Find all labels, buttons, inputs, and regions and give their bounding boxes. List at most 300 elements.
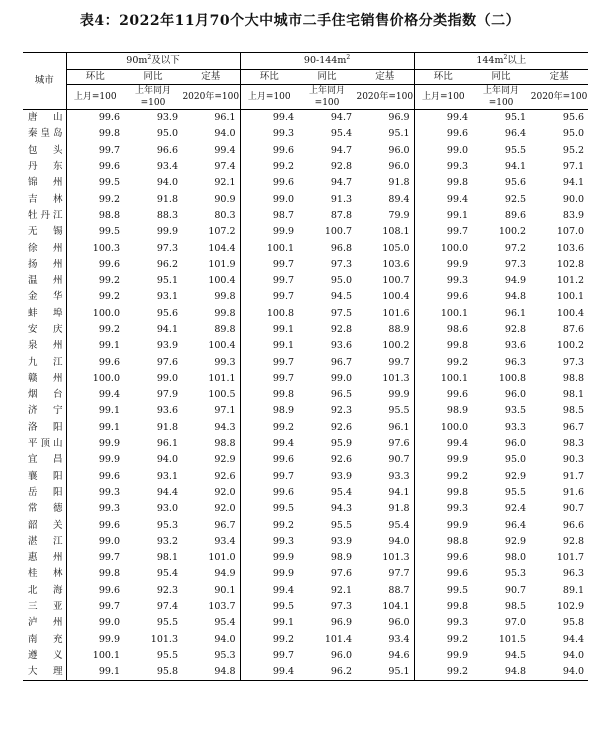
index-value-medium-yoy: 92.3 [330, 405, 353, 417]
city-name: 济宁 [28, 405, 63, 417]
index-value-medium-base2020: 104.1 [382, 601, 410, 613]
city-name: 赣州 [28, 372, 63, 384]
index-value-small-yoy: 95.1 [156, 275, 178, 287]
index-value-small-base2020: 98.8 [214, 438, 236, 450]
table-row [23, 208, 588, 224]
index-value-small-mom: 99.9 [66, 632, 124, 648]
index-value-large-base2020: 94.1 [562, 177, 585, 189]
index-value-medium-yoy: 99.0 [330, 372, 353, 384]
index-value-medium-base2020: 101.6 [382, 307, 410, 319]
index-value-small-mom: 99.2 [66, 191, 124, 207]
index-value-medium-yoy: 96.9 [330, 617, 353, 629]
city-name: 三亚 [28, 601, 63, 613]
col-label-medium-yoy: 同比 [298, 70, 356, 85]
index-value-small-base2020: 94.3 [214, 421, 236, 433]
index-value-large-mom: 99.9 [414, 452, 472, 468]
index-value-large-mom: 98.6 [414, 322, 472, 338]
index-value-large-base2020: 103.6 [556, 242, 585, 254]
index-value-medium-base2020: 105.0 [382, 242, 410, 254]
table-row [23, 403, 588, 419]
index-value-small-base2020: 97.1 [214, 405, 236, 417]
city-name: 九江 [28, 356, 63, 368]
index-value-small-yoy: 94.0 [156, 454, 178, 466]
index-value-medium-yoy: 94.7 [330, 112, 353, 124]
city-name: 湛江 [28, 535, 63, 547]
index-value-medium-mom: 100.8 [240, 306, 298, 322]
index-value-large-yoy: 95.5 [504, 144, 527, 156]
index-value-small-mom: 99.8 [66, 566, 124, 582]
city-name: 大理 [23, 664, 66, 681]
index-value-small-yoy: 95.5 [156, 617, 178, 629]
index-value-small-yoy: 99.0 [156, 372, 178, 384]
index-value-small-yoy: 88.3 [156, 209, 178, 221]
index-value-small-mom: 99.1 [66, 420, 124, 436]
index-value-large-mom: 100.0 [414, 240, 472, 256]
index-value-small-base2020: 97.4 [214, 161, 236, 173]
index-value-large-yoy: 94.9 [504, 275, 527, 287]
index-value-small-base2020: 94.8 [182, 664, 240, 681]
index-value-medium-yoy: 95.4 [330, 128, 353, 140]
index-value-small-yoy: 97.9 [156, 389, 178, 401]
city-name: 唐山 [28, 112, 63, 124]
col-label-medium-mom: 环比 [240, 70, 298, 85]
index-value-small-base2020: 95.3 [214, 649, 236, 661]
index-value-large-mom: 99.2 [414, 469, 472, 485]
index-value-small-base2020: 92.9 [214, 454, 236, 466]
table-row [23, 387, 588, 403]
index-value-small-yoy: 93.9 [156, 340, 178, 352]
city-name: 烟台 [28, 389, 63, 401]
base-label-medium-yoy: 上年同月=100 [298, 85, 356, 110]
index-value-large-base2020: 90.0 [562, 193, 585, 205]
city-name: 惠州 [28, 552, 63, 564]
index-value-medium-mom: 99.0 [240, 191, 298, 207]
index-value-small-base2020: 100.4 [208, 275, 236, 287]
city-name: 北海 [28, 584, 63, 596]
index-value-large-yoy: 93.6 [504, 340, 527, 352]
index-value-large-base2020: 97.1 [562, 161, 585, 173]
base-label-small-mom: 上月=100 [66, 85, 124, 110]
city-name: 吉林 [28, 193, 63, 205]
index-value-small-mom: 99.1 [66, 664, 124, 681]
index-value-large-mom: 99.3 [414, 273, 472, 289]
index-value-medium-mom: 99.6 [240, 143, 298, 159]
group-header-large: $144m^2$以上 [414, 53, 588, 70]
index-value-small-mom: 99.6 [66, 257, 124, 273]
index-value-medium-yoy: 93.9 [330, 470, 353, 482]
group-header-small: $90m^2$及以下 [66, 53, 240, 70]
table-row [23, 550, 588, 566]
index-value-small-mom: 98.8 [66, 208, 124, 224]
index-value-large-mom: 99.2 [414, 664, 472, 681]
index-value-medium-mom: 99.4 [240, 583, 298, 599]
index-value-large-yoy: 97.0 [504, 617, 527, 629]
index-value-large-mom: 98.8 [414, 534, 472, 550]
index-value-large-yoy: 97.3 [504, 258, 527, 270]
index-value-medium-mom: 99.7 [240, 371, 298, 387]
index-value-large-yoy: 92.8 [504, 324, 527, 335]
index-value-large-base2020: 101.7 [556, 552, 585, 564]
city-name: 牡丹江 [28, 209, 63, 221]
city-name: 丹东 [28, 161, 63, 173]
index-value-large-base2020: 96.3 [562, 568, 585, 580]
table-title: 表4：2022年11月70个大中城市二手住宅销售价格分类指数（二） [79, 13, 521, 29]
index-value-small-mom: 99.7 [66, 550, 124, 566]
index-value-medium-mom: 100.1 [240, 240, 298, 256]
index-value-small-mom: 99.6 [66, 517, 124, 533]
table-row [23, 648, 588, 664]
table-row [23, 615, 588, 631]
index-value-medium-mom: 99.7 [240, 469, 298, 485]
index-value-small-yoy: 94.0 [156, 177, 178, 189]
index-value-medium-yoy: 92.6 [330, 421, 353, 433]
index-value-large-mom: 99.8 [414, 338, 472, 354]
index-value-medium-base2020: 97.7 [388, 568, 410, 580]
index-value-medium-yoy: 94.7 [330, 144, 353, 156]
index-value-small-base2020: 80.3 [214, 209, 236, 221]
index-value-small-base2020: 95.4 [214, 617, 236, 629]
index-value-small-base2020: 93.4 [214, 535, 236, 547]
table-row [23, 289, 588, 305]
index-value-small-base2020: 94.0 [214, 633, 236, 645]
index-value-medium-yoy: 95.4 [330, 486, 353, 498]
index-value-large-base2020: 91.6 [562, 486, 585, 498]
index-value-small-base2020: 101.1 [208, 372, 236, 384]
index-value-small-mom: 99.5 [66, 175, 124, 191]
index-value-large-base2020: 94.0 [530, 664, 588, 681]
index-value-large-base2020: 101.2 [556, 275, 585, 287]
table-row [23, 224, 588, 240]
index-value-large-yoy: 96.3 [504, 356, 527, 368]
index-value-small-mom: 99.7 [66, 143, 124, 159]
index-value-large-yoy: 90.7 [504, 584, 527, 596]
table-row [23, 322, 588, 338]
col-label-medium-base2020: 定基 [356, 70, 414, 85]
table-row [23, 240, 588, 256]
index-value-large-yoy: 96.4 [504, 519, 527, 531]
index-value-small-mom: 99.9 [66, 452, 124, 468]
index-value-medium-base2020: 101.3 [382, 372, 410, 384]
index-value-medium-mom: 99.4 [240, 664, 298, 681]
index-value-medium-base2020: 95.4 [388, 519, 410, 531]
index-value-small-mom: 99.6 [66, 110, 124, 127]
index-value-medium-yoy: 92.8 [330, 161, 353, 173]
index-value-small-yoy: 96.2 [156, 258, 178, 270]
index-value-small-yoy: 93.9 [156, 112, 178, 124]
index-value-small-yoy: 93.1 [156, 470, 178, 482]
index-value-medium-base2020: 94.0 [388, 535, 410, 547]
index-value-medium-yoy: 95.5 [330, 519, 353, 531]
index-value-large-mom: 100.1 [414, 371, 472, 387]
index-value-medium-base2020: 91.8 [388, 177, 410, 189]
index-value-small-mom: 99.6 [66, 354, 124, 370]
city-name: 无锡 [28, 226, 63, 238]
index-value-large-yoy: 94.8 [472, 664, 530, 681]
index-value-small-base2020: 104.4 [208, 242, 236, 254]
index-value-small-yoy: 94.1 [156, 324, 178, 335]
index-value-small-mom: 99.7 [66, 599, 124, 615]
index-value-small-mom: 99.0 [66, 615, 124, 631]
index-value-medium-mom: 99.2 [240, 517, 298, 533]
index-value-large-mom: 99.1 [414, 208, 472, 224]
index-value-medium-mom: 99.4 [240, 436, 298, 452]
index-value-medium-mom: 99.2 [240, 159, 298, 175]
index-value-large-mom: 99.7 [414, 224, 472, 240]
index-value-large-yoy: 101.5 [498, 633, 527, 645]
index-value-medium-base2020: 97.6 [388, 438, 410, 450]
index-value-large-yoy: 95.3 [504, 568, 527, 580]
index-value-small-yoy: 95.8 [124, 664, 182, 681]
index-value-small-mom: 99.6 [66, 583, 124, 599]
index-value-large-base2020: 94.0 [562, 649, 585, 661]
index-value-medium-base2020: 95.1 [388, 128, 410, 140]
index-value-medium-base2020: 90.7 [388, 454, 410, 466]
index-value-large-mom: 99.6 [414, 566, 472, 582]
table-body [23, 110, 588, 681]
index-value-medium-mom: 99.1 [240, 338, 298, 354]
index-value-small-base2020: 99.8 [214, 307, 236, 319]
index-value-small-mom: 99.2 [66, 322, 124, 338]
index-value-large-mom: 99.9 [414, 517, 472, 533]
index-value-small-base2020: 90.9 [214, 193, 236, 205]
index-value-small-mom: 100.3 [66, 240, 124, 256]
index-value-medium-base2020: 101.3 [382, 552, 410, 564]
index-value-large-yoy: 100.8 [498, 372, 527, 384]
index-value-small-mom: 99.1 [66, 403, 124, 419]
table-row [23, 306, 588, 322]
index-value-large-mom: 100.0 [414, 420, 472, 436]
col-label-large-mom: 环比 [414, 70, 472, 85]
table-row [23, 485, 588, 501]
city-name: 泉州 [28, 340, 63, 352]
city-name: 南充 [28, 633, 63, 645]
index-value-small-base2020: 90.1 [214, 584, 236, 596]
index-value-medium-yoy: 98.9 [330, 552, 353, 564]
city-name: 秦皇岛 [28, 128, 63, 140]
index-value-medium-yoy: 92.1 [330, 584, 353, 596]
city-name: 包头 [28, 144, 63, 156]
index-value-large-base2020: 102.9 [556, 601, 585, 613]
col-label-large-yoy: 同比 [472, 70, 530, 85]
index-value-large-base2020: 91.7 [562, 470, 585, 482]
index-value-small-yoy: 95.3 [156, 519, 178, 531]
index-value-medium-base2020: 94.6 [388, 649, 410, 661]
city-name: 锦州 [28, 177, 63, 189]
index-value-small-yoy: 91.8 [156, 193, 178, 205]
index-value-large-base2020: 100.2 [556, 340, 585, 352]
index-value-large-yoy: 95.0 [504, 454, 527, 466]
index-value-small-base2020: 92.0 [214, 486, 236, 498]
index-value-small-base2020: 94.9 [214, 568, 236, 580]
index-value-large-base2020: 95.2 [562, 144, 585, 156]
city-name: 遵义 [28, 649, 63, 661]
table-row [23, 534, 588, 550]
index-value-small-yoy: 97.4 [156, 601, 178, 613]
index-value-large-base2020: 92.8 [562, 535, 585, 547]
index-value-large-mom: 99.3 [414, 159, 472, 175]
index-value-medium-yoy: 91.3 [330, 193, 353, 205]
index-value-medium-mom: 99.9 [240, 224, 298, 240]
index-value-small-mom: 99.1 [66, 338, 124, 354]
group-header-medium: $90-144m^2$ [240, 53, 414, 70]
table-row [23, 354, 588, 370]
index-value-small-yoy: 98.1 [156, 552, 178, 564]
index-value-medium-base2020: 93.4 [388, 633, 410, 645]
table-row [23, 599, 588, 615]
index-value-medium-mom: 99.3 [240, 126, 298, 142]
index-value-small-yoy: 92.3 [156, 584, 178, 596]
index-value-small-mom: 99.3 [66, 485, 124, 501]
index-value-medium-base2020: 91.8 [388, 503, 410, 515]
index-value-small-mom: 99.2 [66, 273, 124, 289]
index-value-small-mom: 100.0 [66, 306, 124, 322]
index-value-small-yoy: 96.6 [156, 144, 178, 156]
index-value-large-base2020: 100.1 [556, 291, 585, 303]
index-value-medium-yoy: 92.8 [330, 324, 353, 335]
index-value-medium-yoy: 96.2 [298, 664, 356, 681]
index-value-large-yoy: 89.6 [504, 209, 527, 221]
city-name: 扬州 [28, 258, 63, 270]
index-value-medium-mom: 98.7 [240, 208, 298, 224]
index-value-medium-yoy: 87.8 [330, 209, 353, 221]
table-row [23, 110, 588, 127]
index-value-large-mom: 99.8 [414, 485, 472, 501]
index-value-medium-base2020: 96.9 [388, 112, 410, 124]
index-value-medium-mom: 99.2 [240, 420, 298, 436]
index-value-large-yoy: 100.2 [498, 226, 527, 238]
index-value-medium-yoy: 93.6 [330, 340, 353, 352]
city-name: 泸州 [28, 617, 63, 629]
index-value-small-base2020: 96.7 [214, 519, 236, 531]
index-value-small-mom: 100.0 [66, 371, 124, 387]
table-row [23, 175, 588, 191]
index-value-large-yoy: 97.2 [504, 242, 527, 254]
index-value-small-mom: 99.9 [66, 436, 124, 452]
index-value-small-base2020: 99.8 [214, 291, 236, 303]
table-row [23, 420, 588, 436]
index-value-large-base2020: 98.8 [562, 372, 585, 384]
index-value-medium-mom: 99.1 [240, 615, 298, 631]
index-value-medium-mom: 99.8 [240, 387, 298, 403]
table-row [23, 143, 588, 159]
col-label-small-base2020: 定基 [182, 70, 240, 85]
index-value-medium-base2020: 108.1 [382, 226, 410, 238]
table-row [23, 371, 588, 387]
index-value-medium-mom: 99.6 [240, 452, 298, 468]
table-row [23, 664, 588, 681]
index-value-medium-mom: 99.2 [240, 632, 298, 648]
index-value-medium-base2020: 96.0 [388, 144, 410, 156]
city-name: 蚌埠 [28, 307, 63, 319]
index-value-medium-base2020: 79.9 [388, 209, 410, 221]
index-value-large-base2020: 87.6 [562, 324, 585, 335]
index-value-small-yoy: 93.6 [156, 405, 178, 417]
index-value-large-mom: 99.5 [414, 583, 472, 599]
index-value-large-mom: 98.9 [414, 403, 472, 419]
index-value-large-base2020: 95.8 [562, 617, 585, 629]
index-value-large-yoy: 96.1 [504, 307, 527, 319]
index-value-medium-base2020: 99.7 [388, 356, 410, 368]
city-name: 徐州 [28, 242, 63, 254]
index-value-large-mom: 99.6 [414, 550, 472, 566]
index-value-medium-base2020: 100.4 [382, 291, 410, 303]
index-value-large-yoy: 96.0 [504, 438, 527, 450]
table-row [23, 338, 588, 354]
city-name: 桂林 [28, 568, 63, 580]
index-value-medium-base2020: 96.0 [388, 617, 410, 629]
index-value-small-yoy: 95.0 [156, 128, 178, 140]
index-value-small-base2020: 101.9 [208, 258, 236, 270]
city-name: 襄阳 [28, 470, 63, 482]
index-value-small-mom: 99.3 [66, 501, 124, 517]
index-value-large-mom: 100.1 [414, 306, 472, 322]
index-value-large-base2020: 102.8 [556, 258, 585, 270]
col-label-small-yoy: 同比 [124, 70, 182, 85]
index-value-small-yoy: 96.1 [156, 438, 178, 450]
index-value-large-yoy: 96.4 [504, 128, 527, 140]
index-value-large-yoy: 98.0 [504, 552, 527, 564]
index-value-medium-yoy: 96.5 [330, 389, 353, 401]
index-value-small-mom: 100.1 [66, 648, 124, 664]
index-value-small-yoy: 95.6 [156, 307, 178, 319]
index-value-large-mom: 99.3 [414, 615, 472, 631]
index-value-medium-mom: 99.9 [240, 550, 298, 566]
index-value-large-yoy: 92.4 [504, 503, 527, 515]
index-value-medium-base2020: 100.2 [382, 340, 410, 352]
index-value-large-base2020: 100.4 [556, 307, 585, 319]
index-value-medium-yoy: 92.6 [330, 454, 353, 466]
base-label-large-mom: 上月=100 [414, 85, 472, 110]
index-value-small-base2020: 92.1 [214, 177, 236, 189]
index-value-small-yoy: 93.1 [156, 291, 178, 303]
index-value-small-mom: 99.4 [66, 387, 124, 403]
index-value-medium-mom: 99.9 [240, 566, 298, 582]
index-value-medium-base2020: 96.0 [388, 161, 410, 173]
index-value-large-base2020: 98.5 [562, 405, 585, 417]
index-value-medium-yoy: 101.4 [324, 633, 353, 645]
index-value-medium-yoy: 94.7 [330, 177, 353, 189]
index-value-large-yoy: 94.1 [504, 161, 527, 173]
city-name: 韶关 [28, 519, 63, 531]
table-row [23, 126, 588, 142]
index-value-small-base2020: 99.4 [214, 144, 236, 156]
index-value-large-base2020: 107.0 [556, 226, 585, 238]
index-value-large-mom: 99.4 [414, 436, 472, 452]
index-value-large-base2020: 97.3 [562, 356, 585, 368]
index-value-large-yoy: 95.1 [504, 112, 527, 124]
index-value-large-mom: 99.4 [414, 110, 472, 127]
index-value-medium-yoy: 95.9 [330, 438, 353, 450]
index-value-medium-yoy: 93.9 [330, 535, 353, 547]
city-name: 温州 [28, 275, 63, 287]
index-value-medium-yoy: 96.7 [330, 356, 353, 368]
index-value-large-yoy: 94.8 [504, 291, 527, 303]
index-value-small-yoy: 93.4 [156, 161, 178, 173]
index-value-medium-base2020: 88.7 [388, 584, 410, 596]
index-value-large-mom: 99.3 [414, 501, 472, 517]
table-row [23, 159, 588, 175]
index-value-large-yoy: 94.5 [504, 649, 527, 661]
index-value-large-yoy: 92.5 [504, 193, 527, 205]
index-value-small-mom: 99.5 [66, 224, 124, 240]
city-name: 常德 [28, 503, 63, 515]
index-value-large-base2020: 96.7 [562, 421, 585, 433]
index-value-medium-yoy: 97.3 [330, 258, 353, 270]
base-label-large-yoy: 上年同月=100 [472, 85, 530, 110]
index-value-large-yoy: 98.5 [504, 601, 527, 613]
index-value-medium-yoy: 94.5 [330, 291, 353, 303]
index-value-medium-yoy: 96.8 [330, 242, 353, 254]
